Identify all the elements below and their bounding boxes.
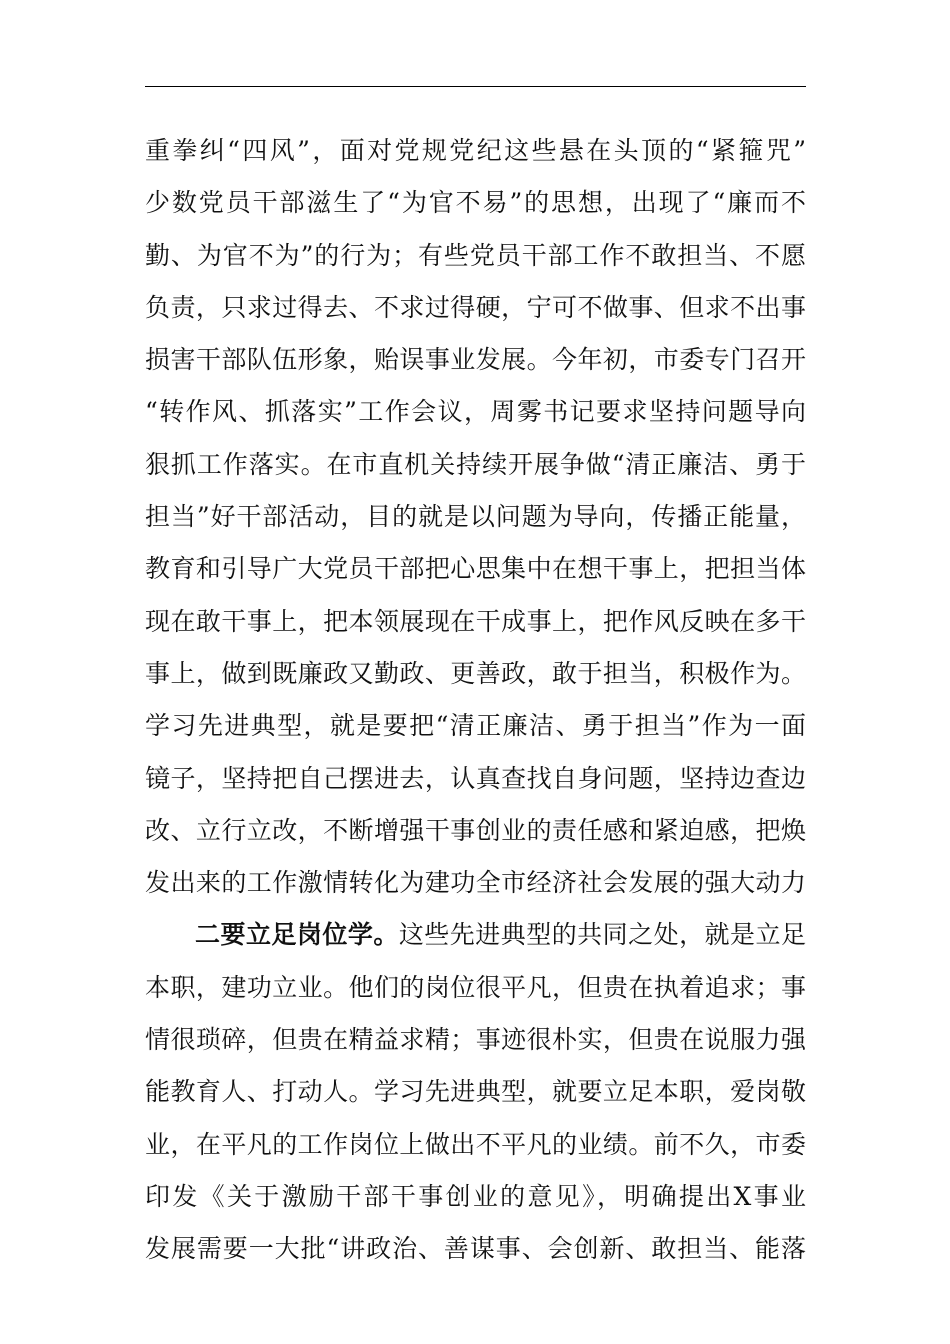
text-line: 狠抓工作落实。在市直机关持续开展争做“清正廉洁、勇于 <box>145 449 806 479</box>
text-line: 镜子，坚持把自己摆进去，认真查找自身问题，坚持边查边 <box>145 763 806 793</box>
text-line: 重拳纠“四风”，面对党规党纪这些悬在头顶的“紧箍咒” <box>145 136 806 165</box>
text-line: 印发《关于激励干部干事创业的意见》，明确提出X事业 <box>145 1181 806 1211</box>
text-line: 本职，建功立业。他们的岗位很平凡，但贵在执着追求；事 <box>145 972 806 1002</box>
text-line: 勤、为官不为”的行为；有些党员干部工作不敢担当、不愿 <box>145 240 806 270</box>
text-line: 现在敢干事上，把本领展现在干成事上，把作风反映在多干 <box>145 606 806 636</box>
text-line: 损害干部队伍形象，贻误事业发展。今年初，市委专门召开 <box>145 345 806 375</box>
text-line: 业，在平凡的工作岗位上做出不平凡的业绩。前不久，市委 <box>145 1129 806 1159</box>
text-line: 能教育人、打动人。学习先进典型，就要立足本职，爱岗敬 <box>145 1077 806 1107</box>
body-text <box>145 125 806 1276</box>
text-line: 少数党员干部滋生了“为官不易”的思想，出现了“廉而不 <box>145 188 806 218</box>
section-first-line <box>145 909 806 961</box>
text-line: “转作风、抓落实”工作会议，周雾书记要求坚持问题导向 <box>145 397 806 427</box>
text-line: 担当”好干部活动，目的就是以问题为导向，传播正能量， <box>145 502 806 532</box>
section-heading: 二要立足岗位学。 <box>195 920 399 950</box>
text-line: 发展需要一大批“讲政治、善谋事、会创新、敢担当、能落 <box>145 1234 806 1264</box>
header-rule <box>145 86 806 87</box>
text-line: 教育和引导广大党员干部把心思集中在想干事上，把担当体 <box>145 554 806 584</box>
text-line: 负责，只求过得去、不求过得硬，宁可不做事、但求不出事 <box>145 292 806 322</box>
text-line: 发出来的工作激情转化为建功全市经济社会发展的强大动力 <box>145 868 806 898</box>
text-line: 学习先进典型，就是要把“清正廉洁、勇于担当”作为一面 <box>145 711 806 741</box>
section-first-line-text: 这些先进典型的共同之处，就是立足 <box>398 920 806 950</box>
text-line: 事上，做到既廉政又勤政、更善政，敢于担当，积极作为。 <box>145 658 806 688</box>
text-line: 改、立行立改，不断增强干事创业的责任感和紧迫感，把焕 <box>145 815 806 845</box>
text-line: 情很琐碎，但贵在精益求精；事迹很朴实，但贵在说服力强 <box>145 1025 806 1055</box>
